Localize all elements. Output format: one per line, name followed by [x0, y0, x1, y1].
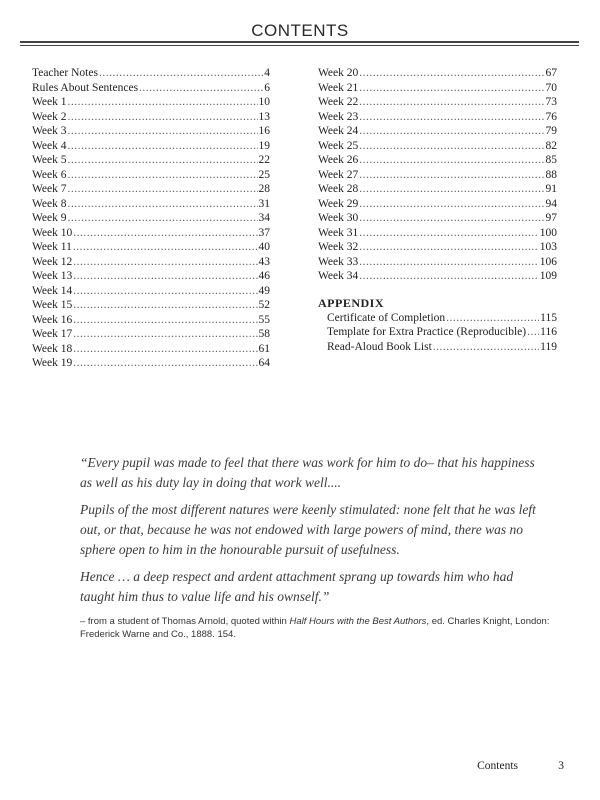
toc-entry-page: 6: [264, 81, 270, 94]
toc-entry: [32, 298, 270, 313]
toc-entry: [318, 168, 557, 183]
toc-entry-label: Read-Aloud Book List: [327, 340, 432, 353]
dot-leader: [359, 95, 544, 110]
toc-entry: [32, 342, 270, 357]
dot-leader: [73, 313, 257, 328]
appendix-heading: APPENDIX: [318, 295, 384, 310]
toc-entry-page: 40: [258, 241, 270, 253]
toc-entry-page: 52: [258, 299, 270, 311]
toc-entry: [32, 168, 270, 183]
toc-entry: [318, 124, 557, 139]
toc-entry-page: 28: [258, 183, 270, 195]
dot-leader: [68, 211, 258, 226]
toc-entry-page: 61: [258, 342, 270, 355]
toc-entry-page: 31: [258, 197, 270, 210]
toc-entry-label: Week 4: [32, 139, 67, 152]
dot-leader: [68, 95, 258, 110]
toc-entry-label: Week 26: [318, 154, 359, 166]
toc-entry-label: Week 15: [32, 299, 73, 311]
attribution-suffix: , ed. Charles Knight, London: Frederick Warne and Co., 1888. 154.: [80, 616, 550, 640]
toc-entry-page: 19: [258, 139, 270, 152]
dot-leader: [359, 255, 538, 270]
toc-entry-page: 103: [539, 241, 557, 253]
toc-entry: [32, 269, 270, 284]
toc-entry: [32, 66, 270, 81]
toc-entry-label: Week 7: [32, 183, 67, 195]
toc-right-column: [318, 66, 557, 354]
toc-entry-label: Week 2: [32, 110, 67, 123]
toc-entry: [318, 226, 557, 241]
toc-entry-label: Template for Extra Practice (Reproducible): [327, 326, 527, 338]
dot-leader: [359, 182, 544, 197]
toc-entry: [318, 311, 557, 326]
toc-entry-label: Week 8: [32, 197, 67, 210]
toc-entry: [32, 356, 270, 371]
quote-paragraph-1: “Every pupil was made to feel that there was work for him to do– that his happiness as well as his duty lay in doing that work well....: [80, 455, 535, 490]
toc-entry-page: 94: [545, 197, 557, 210]
toc-entry-page: 82: [545, 139, 557, 152]
dot-leader: [68, 168, 258, 183]
toc-entry: [32, 124, 270, 139]
toc-entry-page: 67: [545, 67, 557, 79]
toc-entry-page: 22: [258, 154, 270, 166]
toc-left-column: [32, 66, 270, 371]
toc-entry-label: Week 18: [32, 342, 73, 355]
toc-entry: [318, 139, 557, 154]
toc-entry: [318, 153, 557, 168]
toc-entry: [318, 110, 557, 125]
dot-leader: [73, 298, 257, 313]
toc-entry-page: 119: [540, 340, 557, 353]
dot-leader: [73, 269, 257, 284]
toc-entry: [32, 110, 270, 125]
toc-entry-label: Week 13: [32, 270, 73, 282]
toc-entry: [32, 182, 270, 197]
dot-leader: [73, 356, 257, 371]
toc-entry: [318, 211, 557, 226]
toc-entry: [318, 182, 557, 197]
toc-entry-label: Teacher Notes: [32, 67, 98, 79]
header-rule-thick: [20, 41, 579, 43]
footer-section-label: Contents: [477, 760, 518, 772]
dot-leader: [99, 66, 263, 81]
toc-entry: [32, 153, 270, 168]
toc-entry-page: 88: [545, 168, 557, 181]
toc-entry: [318, 81, 557, 96]
page-title: CONTENTS: [251, 21, 349, 40]
dot-leader: [73, 226, 257, 241]
dot-leader: [433, 340, 539, 355]
toc-entry-page: 58: [258, 328, 270, 340]
dot-leader: [359, 168, 544, 183]
toc-entry-page: 106: [539, 255, 557, 268]
dot-leader: [68, 182, 258, 197]
toc-entry-page: 79: [545, 125, 557, 137]
dot-leader: [359, 81, 544, 96]
dot-leader: [73, 342, 257, 357]
dot-leader: [359, 240, 538, 255]
toc-entry: [32, 284, 270, 299]
toc-entry-label: Week 32: [318, 241, 359, 253]
toc-entry-label: Week 27: [318, 168, 359, 181]
toc-entry-label: Week 14: [32, 284, 73, 297]
toc-entry: [32, 81, 270, 96]
attribution-book-title: Half Hours with the Best Authors: [289, 616, 427, 627]
toc-entry-page: 91: [545, 183, 557, 195]
dot-leader: [139, 81, 263, 96]
toc-entry-label: Week 9: [32, 212, 67, 224]
dot-leader: [359, 153, 544, 168]
toc-entry: [32, 255, 270, 270]
toc-entry: [32, 240, 270, 255]
toc-entry: [32, 211, 270, 226]
toc-entry-label: Week 24: [318, 125, 359, 137]
toc-entry: [318, 240, 557, 255]
toc-entry-page: 25: [258, 168, 270, 181]
dot-leader: [359, 124, 544, 139]
toc-entry-label: Week 29: [318, 197, 359, 210]
toc-entry-label: Week 21: [318, 81, 359, 94]
toc-entry: [32, 327, 270, 342]
dot-leader: [73, 240, 258, 255]
toc-entry-page: 37: [258, 226, 270, 239]
dot-leader: [359, 110, 544, 125]
toc-entry-label: Week 23: [318, 110, 359, 123]
toc-entry: [318, 340, 557, 355]
toc-entry-label: Week 34: [318, 270, 359, 282]
toc-entry-label: Week 6: [32, 168, 67, 181]
header-rule-thin: [20, 45, 579, 46]
toc-entry-label: Week 5: [32, 154, 67, 166]
toc-entry-label: Week 11: [32, 241, 72, 253]
toc-entry-page: 4: [264, 67, 270, 79]
dot-leader: [73, 255, 257, 270]
toc-entry-page: 43: [258, 255, 270, 268]
toc-entry-page: 34: [258, 212, 270, 224]
footer-page-number: 3: [558, 760, 564, 772]
toc-entry: [32, 95, 270, 110]
dot-leader: [359, 197, 544, 212]
quote-paragraph-2: Pupils of the most different natures were keenly stimulated: none felt that he was left out, or that, because he was not endowed with large powers of mind, there was no sphere open to him in the honourable pursuit of usefulness.: [80, 502, 536, 557]
dot-leader: [68, 110, 258, 125]
toc-entry-page: 16: [258, 125, 270, 137]
toc-entry-label: Week 19: [32, 357, 73, 369]
dot-leader: [359, 139, 544, 154]
toc-entry-label: Week 25: [318, 139, 359, 152]
toc-entry-page: 109: [539, 270, 557, 282]
toc-entry-label: Week 3: [32, 125, 67, 137]
toc-entry-label: Week 31: [318, 226, 359, 239]
toc-entry-label: Rules About Sentences: [32, 81, 139, 94]
toc-entry-page: 76: [545, 110, 557, 123]
toc-entry: [318, 66, 557, 81]
toc-entry: [318, 197, 557, 212]
dot-leader: [68, 197, 258, 212]
toc-entry: [32, 139, 270, 154]
dot-leader: [527, 325, 539, 340]
dot-leader: [359, 226, 538, 241]
toc-entry-page: 100: [539, 226, 557, 239]
toc-entry-label: Certificate of Completion: [327, 311, 446, 324]
dot-leader: [73, 327, 257, 342]
dot-leader: [359, 66, 544, 81]
dot-leader: [68, 124, 258, 139]
toc-entry: [318, 255, 557, 270]
toc-entry: [318, 325, 557, 340]
quote-block: [80, 453, 550, 641]
toc-entry-page: 70: [545, 81, 557, 94]
dot-leader: [359, 211, 544, 226]
toc-entry: [318, 95, 557, 110]
toc-entry-label: Week 10: [32, 226, 73, 239]
toc-entry-label: Week 22: [318, 96, 359, 108]
dot-leader: [68, 139, 258, 154]
toc-entry-page: 13: [258, 110, 270, 123]
page-footer: [0, 760, 600, 776]
toc-entry-page: 73: [545, 96, 557, 108]
appendix-entries: [318, 311, 557, 355]
dot-leader: [446, 311, 539, 326]
toc-entry-label: Week 20: [318, 67, 359, 79]
toc-entry-label: Week 30: [318, 212, 359, 224]
toc-entry-label: Week 28: [318, 183, 359, 195]
toc-entry-page: 46: [258, 270, 270, 282]
toc-entry: [32, 197, 270, 212]
dot-leader: [68, 153, 258, 168]
attribution-prefix: – from a student of Thomas Arnold, quoted within: [80, 616, 290, 627]
toc-entry-page: 64: [258, 357, 270, 369]
toc-entry-label: Week 33: [318, 255, 359, 268]
toc-entry-label: Week 12: [32, 255, 73, 268]
toc-right-entries: [318, 66, 557, 284]
toc-entry: [318, 269, 557, 284]
dot-leader: [73, 284, 257, 299]
toc-entry-label: Week 17: [32, 328, 73, 340]
toc-entry-label: Week 1: [32, 96, 67, 108]
toc-entry-label: Week 16: [32, 313, 73, 326]
toc-entry-page: 97: [545, 212, 557, 224]
toc-entry-page: 55: [258, 313, 270, 326]
dot-leader: [359, 269, 538, 284]
quote-attribution: [80, 615, 550, 641]
toc-entry-page: 49: [258, 284, 270, 297]
toc-entry-page: 116: [540, 326, 557, 338]
toc-entry: [32, 313, 270, 328]
toc-entry-page: 115: [540, 311, 557, 324]
quote-paragraph-3: Hence … a deep respect and ardent attachment sprang up towards him who had taught him thus to value life and his ownself.”: [80, 569, 514, 604]
toc-entry-page: 10: [258, 96, 270, 108]
toc-entry-page: 85: [545, 154, 557, 166]
toc-entry: [32, 226, 270, 241]
